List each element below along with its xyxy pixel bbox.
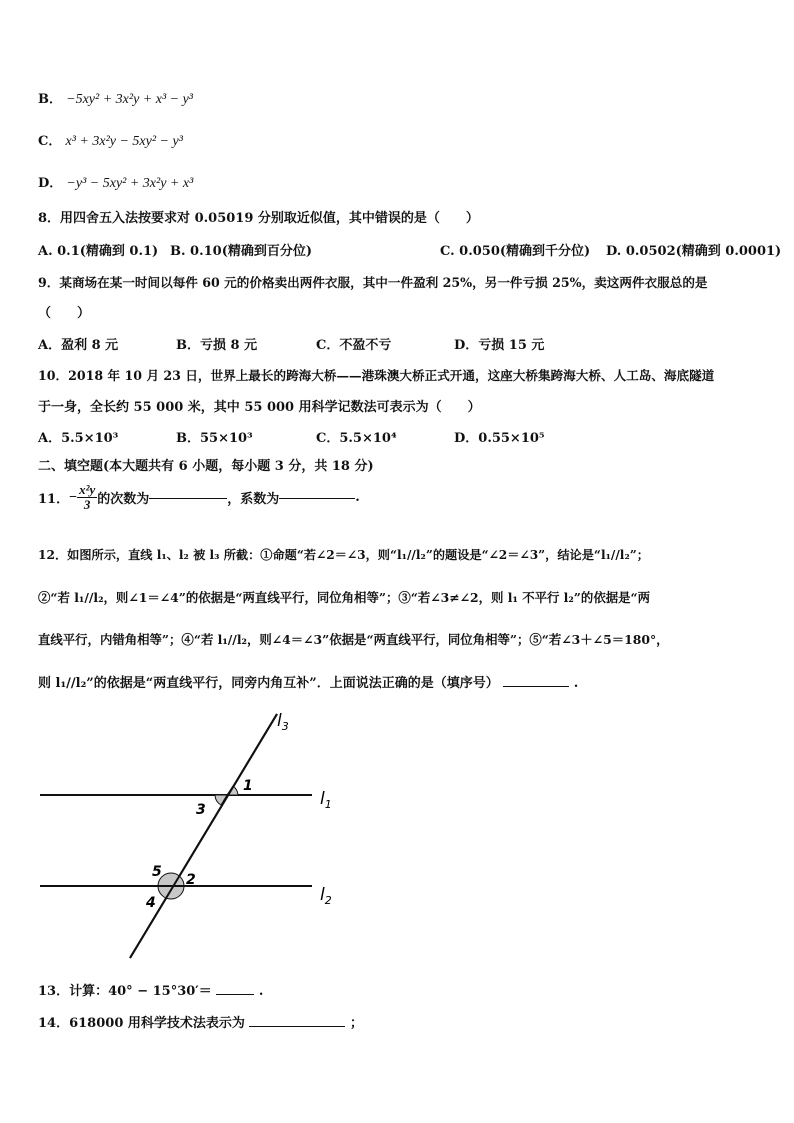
q12-line1: 12．如图所示，直线 l₁、l₂ 被 l₃ 所截：①命题“若∠2＝∠3，则“l₁//l₂”的题设是“∠2＝∠3”，结论是“l₁//l₂”；	[38, 548, 649, 562]
q12-line3: 直线平行，内错角相等”；④“若 l₁//l₂，则∠4＝∠3”依据是“两直线平行，同位角相等”；⑤“若∠3＋∠5＝180°，	[38, 632, 669, 647]
q7-option-c	[38, 130, 183, 150]
option-expression: x³ + 3x²y − 5xy² − y³	[65, 134, 183, 149]
q8-option-d: D. 0.0502(精确到 0.0001)	[606, 244, 782, 259]
q11-text-degree: 的次数为	[97, 492, 150, 507]
label-angle-5: 5	[152, 864, 162, 880]
option-expression: −5xy² + 3x²y + x³ − y³	[66, 92, 194, 107]
option-label: D．	[38, 176, 63, 191]
parallel-lines-figure	[0, 700, 794, 970]
option-label: C．	[38, 134, 62, 149]
q7-option-b	[38, 88, 193, 108]
q12-line4	[38, 672, 578, 691]
label-angle-2: 2	[186, 872, 196, 888]
q11	[38, 483, 360, 512]
answer-blank-q13[interactable]	[216, 993, 254, 995]
option-expression: −y³ − 5xy² + 3x²y + x³	[66, 176, 194, 191]
q10-option-c: C．5.5×10⁴	[316, 431, 397, 446]
question-number: 11．	[38, 492, 70, 507]
fraction	[77, 483, 97, 512]
option-label: B．	[38, 92, 62, 107]
q7-option-d	[38, 172, 193, 192]
q13-text: 13．计算：40° − 15°30′＝	[38, 984, 212, 999]
answer-blank-q14[interactable]	[249, 1025, 345, 1027]
answer-blank-q12[interactable]	[503, 685, 569, 687]
q8-option-c: C. 0.050(精确到千分位)	[440, 244, 591, 259]
q12-line2: ②“若 l₁//l₂，则∠1＝∠4”的依据是“两直线平行，同位角相等”；③“若∠3≠∠2，则 l₁ 不平行 l₂”的依据是“两	[38, 590, 651, 605]
q12-line4-text: 则 l₁//l₂”的依据是“两直线平行，同旁内角互补”．上面说法正确的是（填序号）	[38, 676, 499, 691]
label-l1: $l_1$	[320, 789, 332, 811]
q11-text-coefficient: ，系数为	[227, 492, 280, 507]
q10-stem-line2: 于一身，全长约 55 000 米，其中 55 000 用科学记数法可表示为（ ）	[38, 400, 481, 415]
answer-blank-degree[interactable]	[149, 497, 227, 499]
label-l2: $l_2$	[320, 885, 332, 907]
fraction-numerator: x²y	[79, 482, 96, 497]
q12-end: .	[573, 676, 579, 691]
answer-blank-coefficient[interactable]	[279, 497, 355, 499]
q10-stem-line1: 10．2018 年 10 月 23 日，世界上最长的跨海大桥——港珠澳大桥正式开通，这座大桥集跨海大桥、人工岛、海底隧道	[38, 368, 715, 383]
q14-text: 14．618000 用科学技术法表示为	[38, 1016, 245, 1031]
section-heading: 二、填空题(本大题共有 6 小题，每小题 3 分，共 18 分)	[38, 459, 374, 474]
fraction-denominator: 3	[83, 497, 91, 512]
q10-option-b: B．55×10³	[176, 431, 253, 446]
q9-option-c: C．不盈不亏	[316, 338, 392, 353]
q14-end: ；	[349, 1016, 363, 1031]
minus-sign: −	[69, 489, 78, 505]
q10-option-d: D．0.55×10⁵	[454, 431, 545, 446]
q8-option-a: A. 0.1(精确到 0.1)	[38, 244, 159, 259]
q9-stem-line1: 9．某商场在某一时间以每件 60 元的价格卖出两件衣服，其中一件盈利 25%，另一件亏损 25%，卖这两件衣服总的是	[38, 275, 708, 290]
q9-option-b: B．亏损 8 元	[176, 338, 258, 353]
q10-option-a: A．5.5×10³	[38, 431, 119, 446]
q11-end: .	[355, 490, 360, 505]
q9-option-a: A．盈利 8 元	[38, 338, 119, 353]
label-angle-3: 3	[196, 802, 206, 818]
label-l3: $l_3$	[277, 711, 289, 733]
q8-stem: 8．用四舍五入法按要求对 0.05019 分别取近似值，其中错误的是（ ）	[38, 211, 479, 226]
q13	[38, 980, 263, 999]
q9-option-d: D．亏损 15 元	[454, 338, 545, 353]
q13-end: .	[258, 984, 264, 999]
line-l3-overlay	[130, 714, 277, 958]
label-angle-4: 4	[146, 895, 156, 911]
label-angle-1: 1	[243, 778, 253, 794]
q8-option-b: B. 0.10(精确到百分位)	[170, 244, 313, 259]
q14	[38, 1012, 363, 1031]
q9-stem-line2: （ ）	[38, 306, 91, 321]
